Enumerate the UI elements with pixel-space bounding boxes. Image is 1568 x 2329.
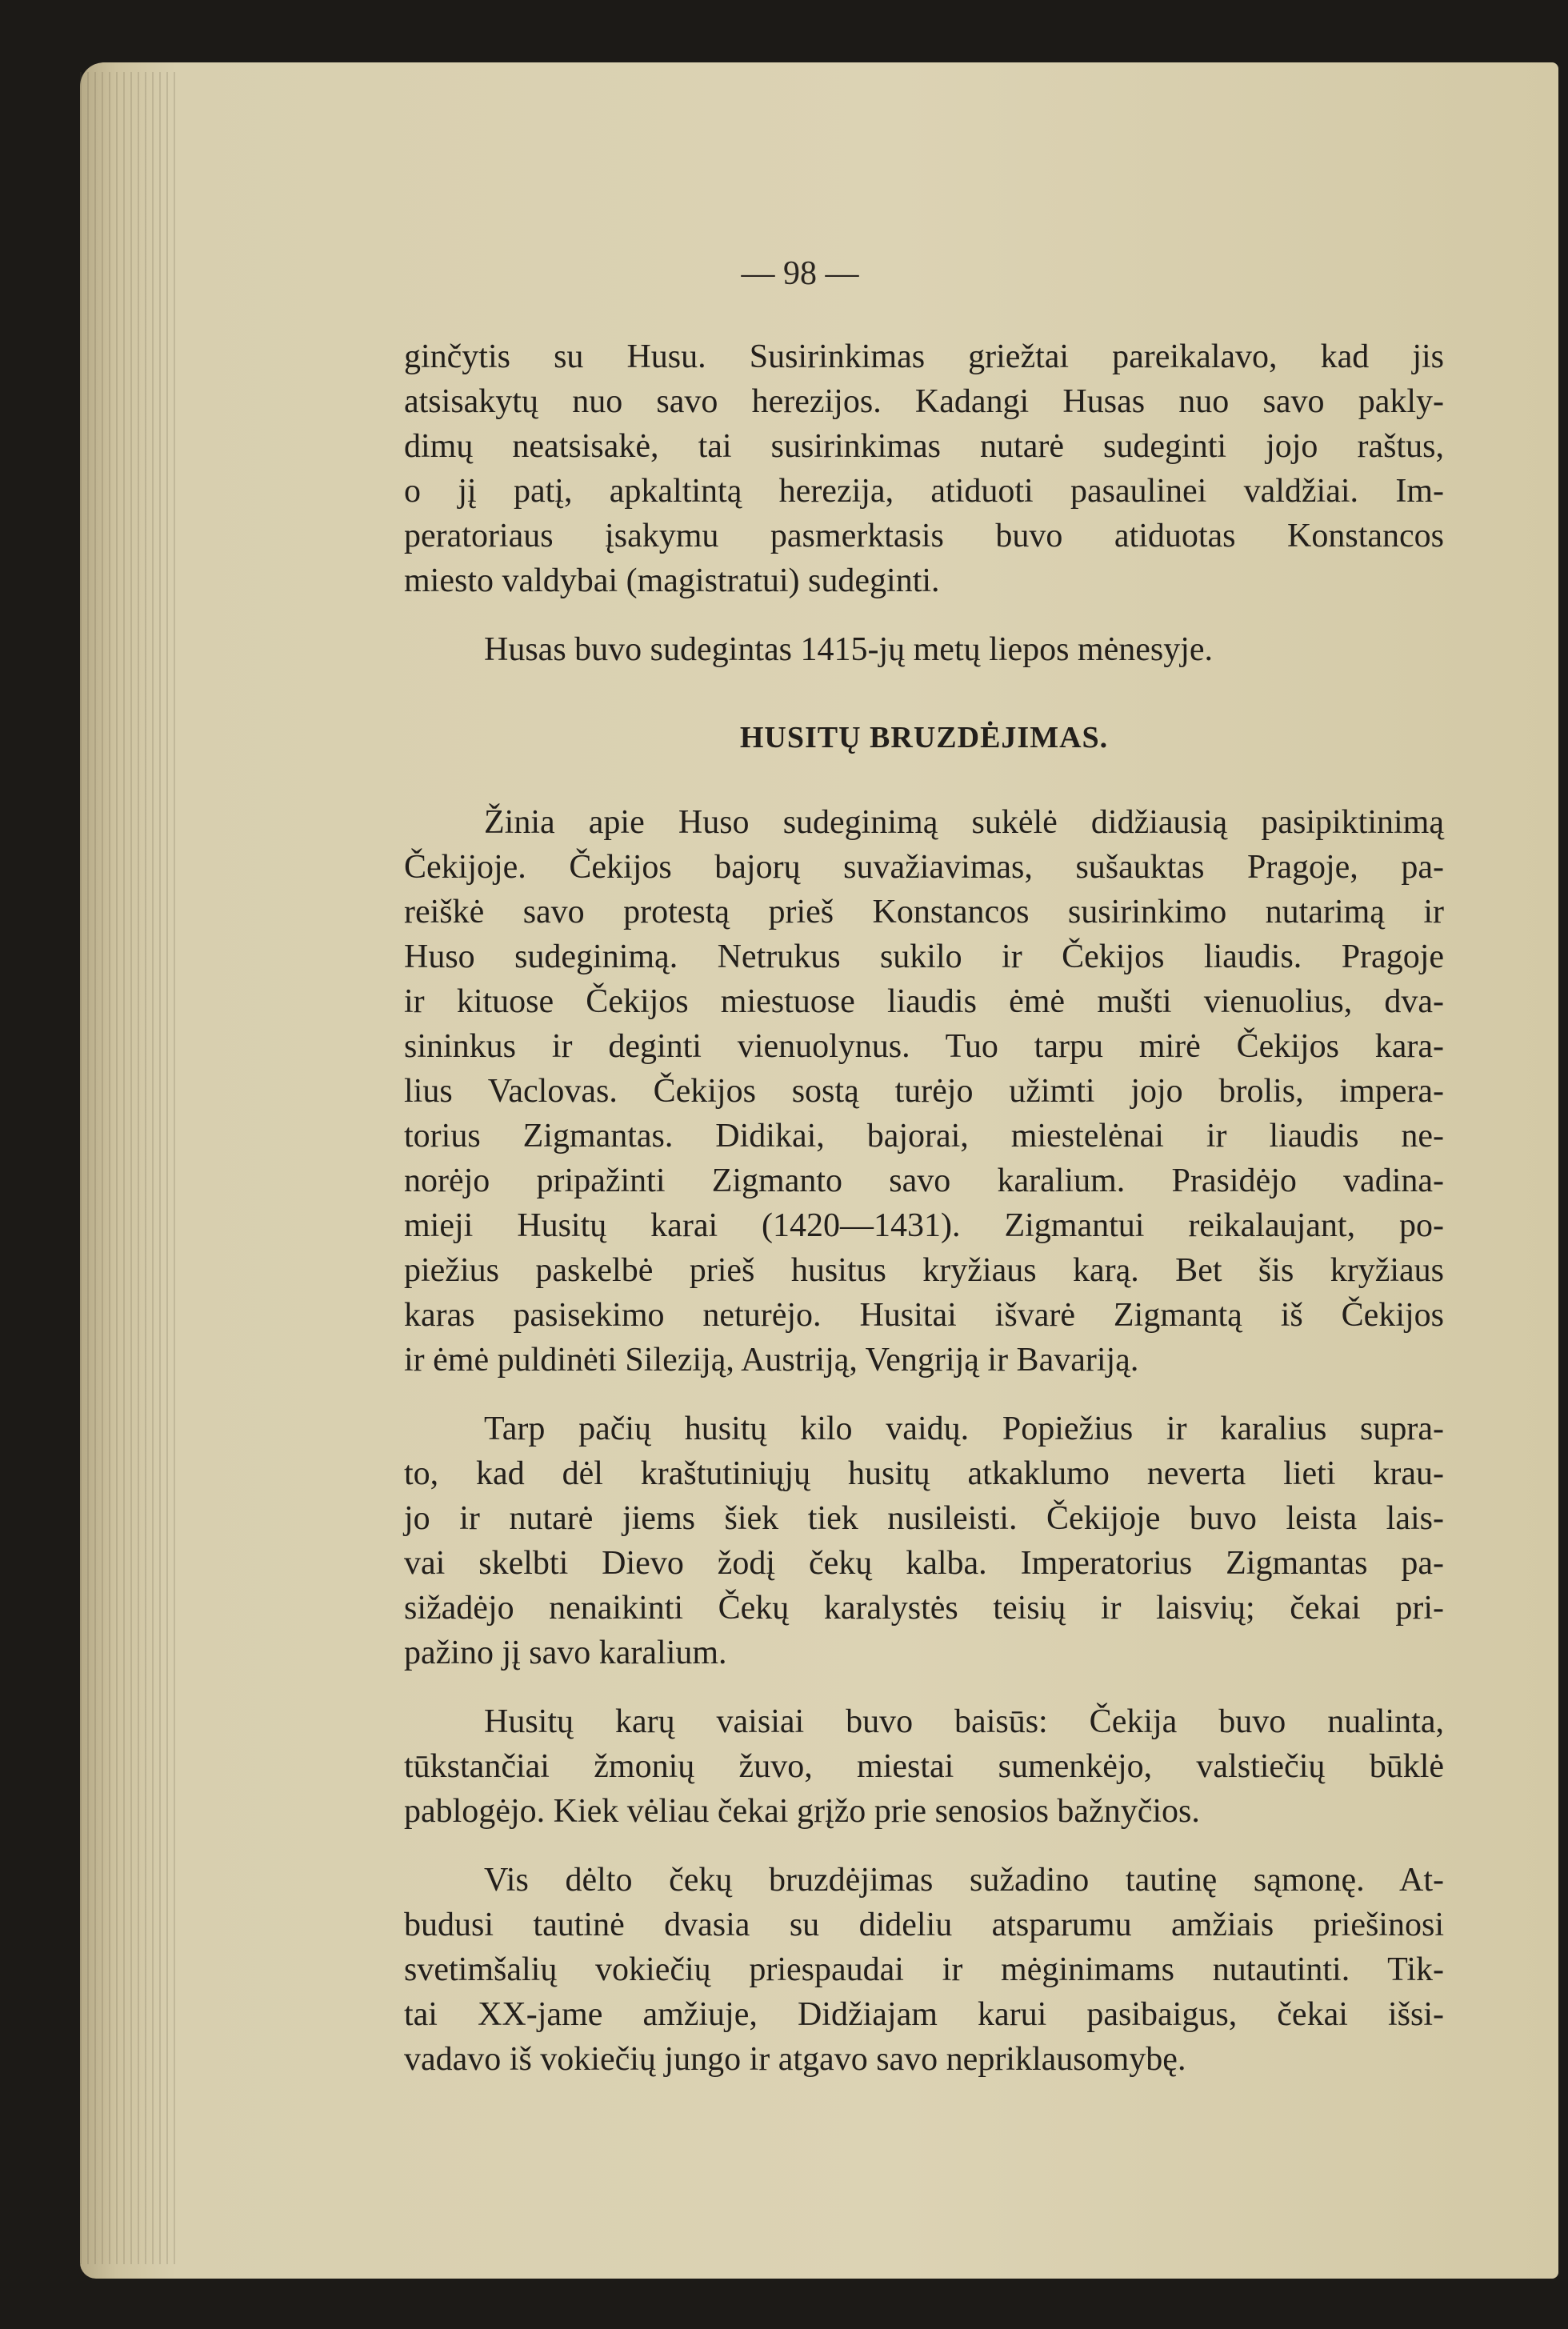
- section-heading: HUSITŲ BRUZDĖJIMAS.: [739, 721, 1109, 754]
- text-line: torius Zigmantas. Didikai, bajorai, miestelėnai ir liaudis ne-: [404, 1118, 1444, 1154]
- text-line: pažino jį savo karalium.: [404, 1635, 727, 1671]
- text-line: tūkstančiai žmonių žuvo, miestai sumenkėjo, valstiečių būklė: [404, 1748, 1444, 1785]
- paragraph: [404, 800, 1444, 1383]
- text-line: ir ėmė puldinėti Sileziją, Austriją, Vengriją ir Bavariją.: [404, 1342, 1139, 1379]
- text-line: mieji Husitų karai (1420—1431). Zigmantui reikalaujant, po-: [404, 1207, 1444, 1244]
- text-line: miesto valdybai (magistratui) sudeginti.: [404, 562, 940, 599]
- text-line: sininkus ir deginti vienuolynus. Tuo tarpu mirė Čekijos kara-: [404, 1028, 1444, 1065]
- text-line: Tarp pačių husitų kilo vaidų. Popiežius ir karalius supra-: [484, 1411, 1444, 1447]
- text-line: Vis dėlto čekų bruzdėjimas sužadino tautinę sąmonę. At-: [484, 1862, 1444, 1899]
- text-line: to, kad dėl kraštutiniųjų husitų atkaklumo neverta lieti krau-: [404, 1455, 1444, 1492]
- section-after: [404, 800, 1444, 2082]
- text-line: vai skelbti Dievo žodį čekų kalba. Imperatorius Zigmantas pa-: [404, 1545, 1444, 1582]
- text-line: peratoriaus įsakymu pasmerktasis buvo atiduotas Konstancos: [404, 518, 1444, 554]
- text-line: reiškė savo protestą prieš Konstancos susirinkimo nutarimą ir: [404, 894, 1444, 930]
- text-line: dimų neatsisakė, tai susirinkimas nutarė sudeginti jojo raštus,: [404, 428, 1444, 465]
- page-body: [404, 334, 1444, 2106]
- text-line: sižadėjo nenaikinti Čekų karalystės teisių ir laisvių; čekai pri-: [404, 1590, 1444, 1627]
- text-line: ginčytis su Husu. Susirinkimas griežtai pareikalavo, kad jis: [404, 338, 1444, 375]
- text-line: Husitų karų vaisiai buvo baisūs: Čekija buvo nualinta,: [484, 1703, 1444, 1740]
- text-line: o jį patį, apkaltintą herezija, atiduoti pasaulinei valdžiai. Im-: [404, 473, 1444, 510]
- page-number: — 98 —: [741, 255, 859, 292]
- text-line: vadavo iš vokiečių jungo ir atgavo savo nepriklausomybę.: [404, 2041, 1186, 2078]
- text-line: norėjo pripažinti Zigmanto savo karalium. Prasidėjo vadina-: [404, 1162, 1444, 1199]
- text-line: budusi tautinė dvasia su dideliu atsparumu amžiais priešinosi: [404, 1907, 1444, 1943]
- text-line: Čekijoje. Čekijos bajorų suvažiavimas, sušauktas Pragoje, pa-: [404, 849, 1444, 886]
- text-line: ir kituose Čekijos miestuose liaudis ėmė mušti vienuolius, dva-: [404, 983, 1444, 1020]
- section-before: [404, 334, 1444, 672]
- text-line: pablogėjo. Kiek vėliau čekai grįžo prie senosios bažnyčios.: [404, 1793, 1200, 1830]
- paragraph: [404, 1407, 1444, 1675]
- paragraph: [404, 627, 1444, 672]
- text-line: tai XX-jame amžiuje, Didžiajam karui pasibaigus, čekai išsi-: [404, 1996, 1444, 2033]
- text-line: jo ir nutarė jiems šiek tiek nusileisti. Čekijoje buvo leista lais-: [404, 1500, 1444, 1537]
- text-line: Huso sudeginimą. Netrukus sukilo ir Čekijos liaudis. Pragoje: [404, 938, 1444, 975]
- text-line: Husas buvo sudegintas 1415-jų metų liepos mėnesyje.: [484, 631, 1214, 668]
- text-line: Žinia apie Huso sudeginimą sukėlė didžiausią pasipiktinimą: [484, 804, 1444, 841]
- text-line: lius Vaclovas. Čekijos sostą turėjo užimti jojo brolis, impera-: [404, 1073, 1444, 1110]
- text-line: atsisakytų nuo savo herezijos. Kadangi Husas nuo savo pakly-: [404, 383, 1444, 420]
- paragraph: [404, 1699, 1444, 1834]
- text-line: karas pasisekimo neturėjo. Husitai išvarė Zigmantą iš Čekijos: [404, 1297, 1444, 1334]
- paragraph: [404, 334, 1444, 603]
- paragraph: [404, 1858, 1444, 2082]
- page-edge-stack: [80, 72, 176, 2264]
- text-line: svetimšalių vokiečių priespaudai ir mėginimams nutautinti. Tik-: [404, 1951, 1444, 1988]
- text-line: piežius paskelbė prieš husitus kryžiaus karą. Bet šis kryžiaus: [404, 1252, 1444, 1289]
